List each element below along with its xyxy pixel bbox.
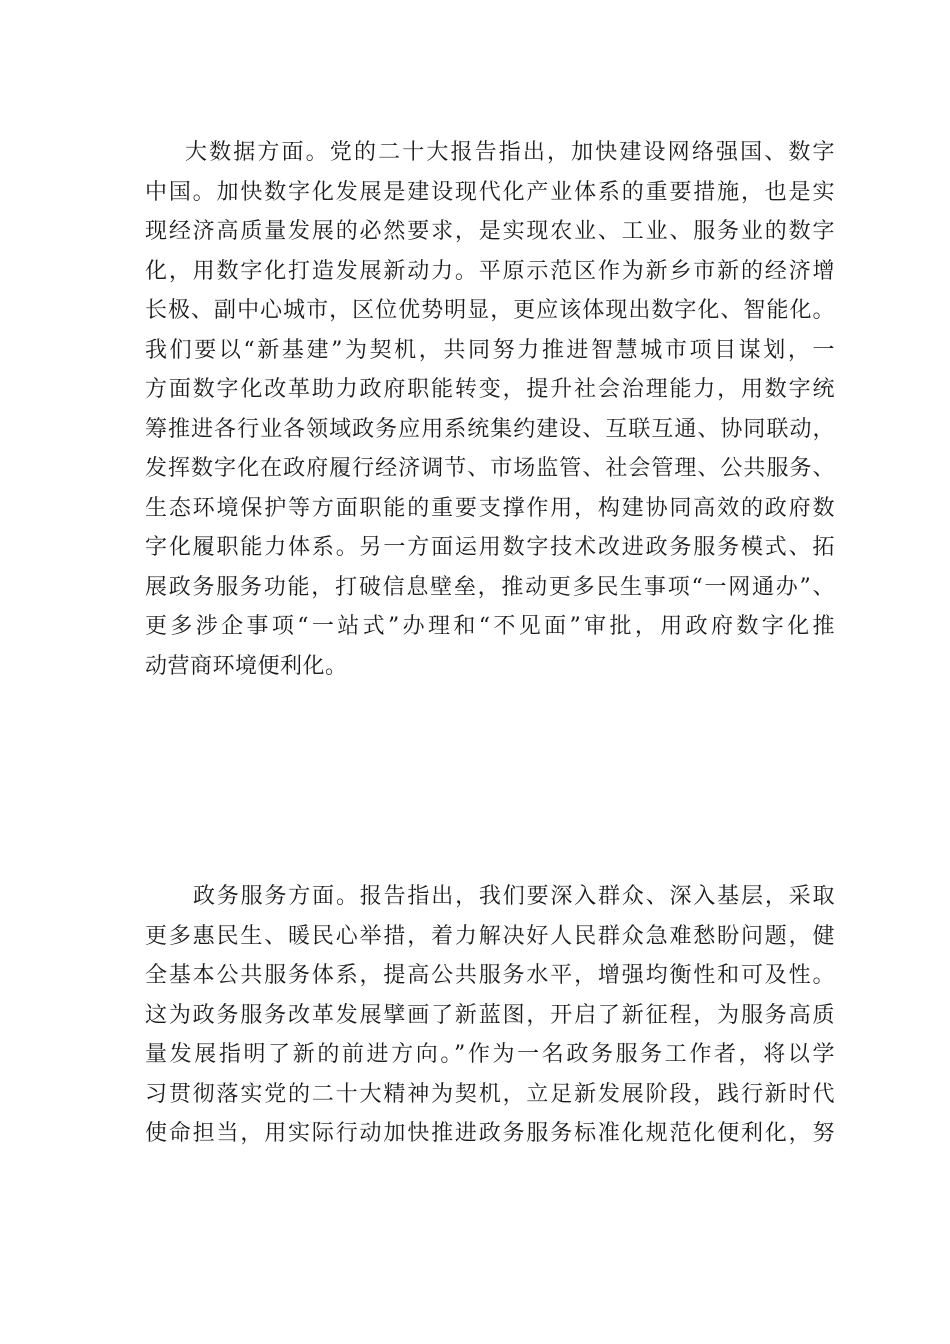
text-line: 方面数字化改革助力政府职能转变，提升社会治理能力，用数字统 [145,377,835,402]
text-line: 习贯彻落实党的二十大精神为契机，立足新发展阶段，践行新时代 [145,1081,835,1107]
text-line: 生态环境保护等方面职能的重要支撑作用，构建协同高效的政府数 [145,495,835,521]
text-line: 使命担当，用实际行动加快推进政务服务标准化规范化便利化，努 [145,1121,835,1146]
text-line: 字化履职能力体系。另一方面运用数字技术改进政务服务模式、拓 [145,535,835,560]
text-line: 这为政务服务改革发展擘画了新蓝图，开启了新征程，为服务高质 [145,1002,835,1028]
text-line: 长极、副中心城市，区位优势明显，更应该体现出数字化、智能化。 [145,298,835,323]
text-line: 全基本公共服务体系，提高公共服务水平，增强均衡性和可及性。 [145,963,835,988]
text-line: 筹推进各行业各领域政务应用系统集约建设、互联互通、协同联动， [145,416,835,442]
text-line: 化，用数字化打造发展新动力。平原示范区作为新乡市新的经济增 [145,258,835,284]
text-line: 政务服务方面。报告指出，我们要深入群众、深入基层，采取 [193,884,835,909]
text-line: 我们要以“新基建”为契机，共同努力推进智慧城市项目谋划，一 [145,337,835,363]
text-line: 现经济高质量发展的必然要求，是实现农业、工业、服务业的数字 [145,219,835,244]
text-line: 中国。加快数字化发展是建设现代化产业体系的重要措施，也是实 [145,179,835,205]
paragraph-big-data [145,133,835,686]
paragraph-government-services [145,877,835,1154]
text-line: 更多涉企事项“一站式”办理和“不见面”审批，用政府数字化推 [145,614,835,639]
text-line: 展政务服务功能，打破信息壁垒，推动更多民生事项“一网通办”、 [145,574,835,600]
text-line: 更多惠民生、暖民心举措，着力解决好人民群众急难愁盼问题，健 [145,923,835,949]
text-line: 量发展指明了新的前进方向。”作为一名政务服务工作者，将以学 [145,1042,835,1067]
text-line: 动营商环境便利化。 [145,653,348,679]
text-line: 大数据方面。党的二十大报告指出，加快建设网络强国、数字 [185,140,835,165]
text-line: 发挥数字化在政府履行经济调节、市场监管、社会管理、公共服务、 [145,456,835,481]
